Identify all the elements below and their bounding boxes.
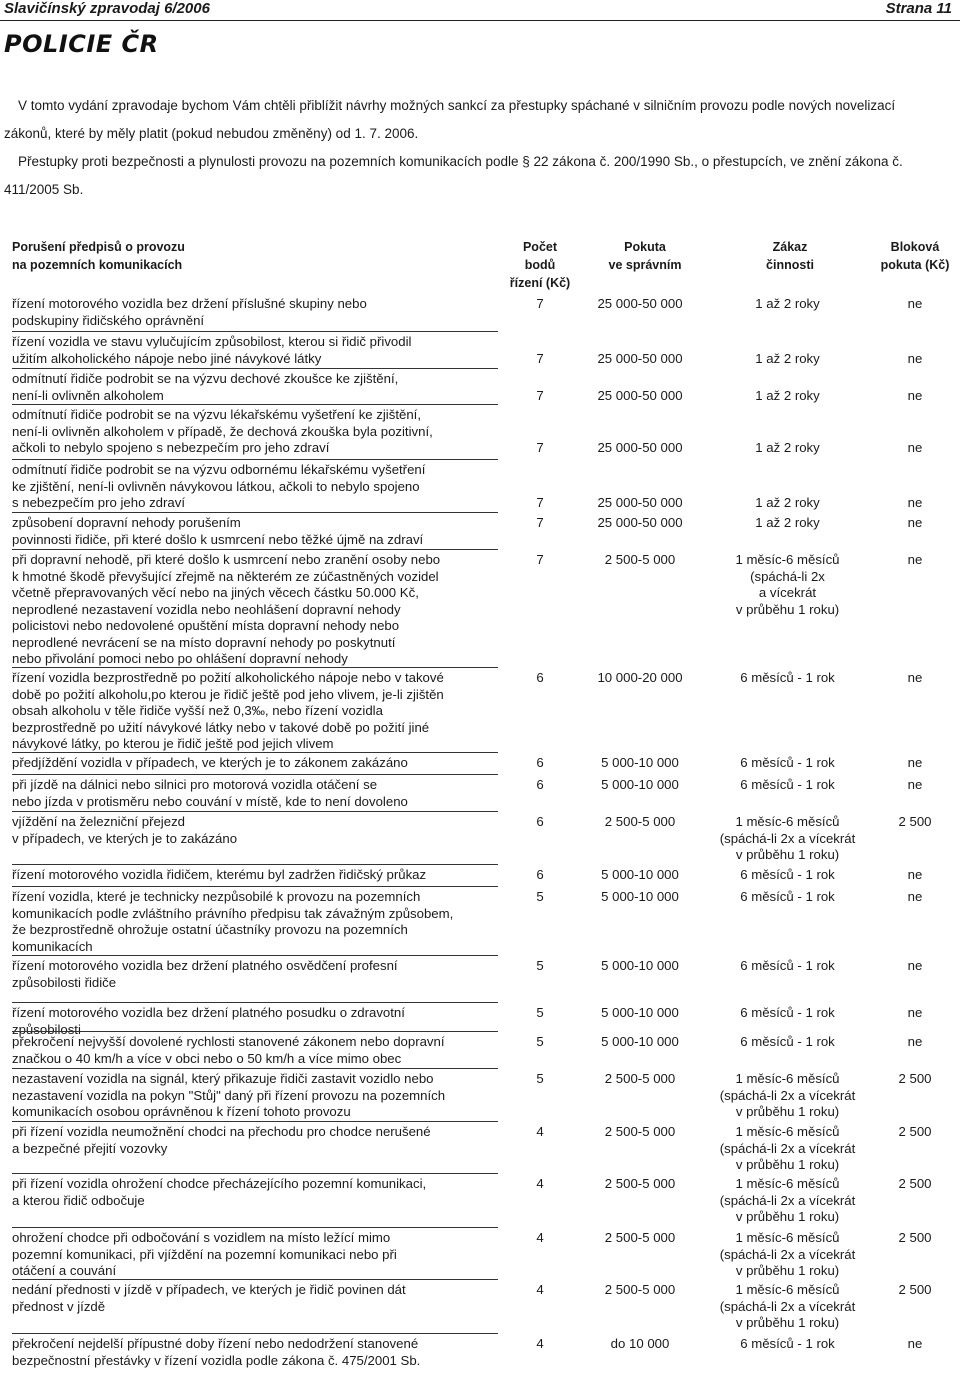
row-divider (12, 459, 498, 460)
row-block-fine: ne (907, 1034, 923, 1049)
row-description: při řízení vozidla neumožnění chodci na přechodu pro chodce nerušené a bezpečné přejití vozovky (12, 1124, 431, 1156)
row-ban: 1 měsíc-6 měsíců (spáchá-li 2x a vícekrát v průběhu 1 roku) (719, 1230, 856, 1278)
row-points: 4 (536, 1230, 544, 1245)
row-ban: 1 měsíc-6 měsíců (spáchá-li 2x a vícekrát v průběhu 1 roku) (719, 1176, 856, 1224)
row-points: 4 (536, 1336, 544, 1351)
row-points: 6 (536, 777, 544, 792)
page-header-left: Slavičínský zpravodaj 6/2006 (4, 0, 210, 17)
row-divider (12, 1279, 498, 1280)
row-points: 5 (536, 889, 544, 904)
row-points: 4 (536, 1124, 544, 1139)
row-block-fine: ne (907, 440, 923, 455)
row-divider (12, 1121, 498, 1122)
row-divider (12, 1227, 498, 1228)
row-block-fine: 2 500 (898, 1124, 932, 1139)
row-divider (12, 1068, 498, 1069)
row-divider (12, 955, 498, 956)
column-header-fine: Pokuta ve správním (608, 240, 682, 272)
row-points: 5 (536, 958, 544, 973)
row-ban: 1 až 2 roky (755, 440, 820, 455)
intro (4, 94, 956, 202)
row-description: při dopravní nehodě, při které došlo k usmrcení nebo zranění osoby nebo k hmotné škodě převyšující zřejmě na některém ze zúčastněných vozidel včetně přepravovaných věcí nebo na jiných věcech částku 50.000 Kč, neprodlené nezastavení vozidla nebo neohlášení dopravní nehody policistovi nebo nedovolené opuštění místa dopravní nehody nebo neprodlené nevrácení se na místo dopravní nehody po poskytnutí nebo přivolání pomoci nebo po ohlášení dopravní nehody (12, 552, 441, 666)
row-ban: 1 až 2 roky (755, 515, 820, 530)
column-header-block-fine: Bloková pokuta (Kč) (880, 240, 950, 272)
row-ban: 1 až 2 roky (755, 387, 820, 403)
row-fine: 5 000-10 000 (601, 755, 679, 770)
row-ban: 6 měsíců - 1 rok (740, 1034, 835, 1049)
row-points: 7 (536, 515, 544, 530)
row-fine: 25 000-50 000 (597, 495, 683, 510)
row-points: 4 (536, 1176, 544, 1191)
row-description: způsobení dopravní nehody porušením povinnosti řidiče, při které došlo k usmrcení nebo těžké újmě na zdraví (12, 515, 424, 547)
row-divider (12, 886, 498, 887)
row-divider (12, 1002, 498, 1003)
row-block-fine: ne (907, 958, 923, 973)
row-fine: 5 000-10 000 (601, 958, 679, 973)
row-block-fine: ne (907, 1005, 923, 1020)
row-block-fine: ne (907, 296, 923, 311)
row-ban: 1 až 2 roky (755, 350, 820, 366)
row-block-fine: ne (907, 889, 923, 904)
row-divider (12, 774, 498, 775)
row-divider (12, 512, 498, 513)
row-divider (12, 667, 498, 668)
row-fine: 10 000-20 000 (597, 670, 683, 685)
row-points: 7 (536, 552, 544, 567)
row-fine: 5 000-10 000 (601, 777, 679, 792)
row-ban: 6 měsíců - 1 rok (740, 1336, 835, 1351)
row-fine: 2 500-5 000 (604, 814, 676, 829)
row-fine: 25 000-50 000 (597, 440, 683, 455)
row-ban: 1 měsíc-6 měsíců (spáchá-li 2x a vícekrát v průběhu 1 roku) (719, 814, 856, 862)
row-ban: 6 měsíců - 1 rok (740, 670, 835, 685)
row-block-fine: ne (907, 350, 923, 366)
row-description: odmítnutí řidiče podrobit se na výzvu lékařskému vyšetření ke zjištění, není-li ovlivněn alkoholem v případě, že dechová zkouška byla pozitivní, ačkoli to nebylo spojeno s nebezpečím pro jeho zdraví (12, 407, 433, 455)
row-points: 5 (536, 1034, 544, 1049)
row-block-fine: ne (907, 1336, 923, 1351)
row-block-fine: ne (907, 777, 923, 792)
row-divider (12, 404, 498, 405)
row-ban: 6 měsíců - 1 rok (740, 889, 835, 904)
row-fine: 2 500-5 000 (604, 1282, 676, 1297)
row-points: 6 (536, 755, 544, 770)
row-divider (12, 331, 498, 332)
row-block-fine: ne (907, 387, 923, 403)
column-header-points: Počet bodů řízení (Kč) (509, 240, 571, 290)
row-divider (12, 368, 498, 369)
row-description: ohrožení chodce při odbočování s vozidlem na místo ležící mimo pozemní komunikaci, při vjíždění na pozemní komunikaci nebo při otáčení a couvání (12, 1230, 397, 1278)
row-ban: 6 měsíců - 1 rok (740, 867, 835, 882)
row-ban: 1 měsíc-6 měsíců (spáchá-li 2x a vícekrát v průběhu 1 roku) (719, 1124, 856, 1172)
row-ban: 6 měsíců - 1 rok (740, 1005, 835, 1020)
row-fine: 2 500-5 000 (604, 1176, 676, 1191)
row-ban: 1 měsíc-6 měsíců (spáchá-li 2x a vícekrát v průběhu 1 roku) (719, 1282, 856, 1330)
section-title: POLICIE ČR (4, 30, 159, 58)
row-ban: 1 měsíc-6 měsíců (spáchá-li 2x a vícekrát v průběhu 1 roku) (719, 1071, 856, 1119)
column-header-description: Porušení předpisů o provozu na pozemních komunikacích (12, 240, 185, 272)
row-description: řízení motorového vozidla bez držení platného posudku o zdravotní způsobilosti (12, 1005, 405, 1037)
row-points: 5 (536, 1071, 544, 1086)
row-divider (12, 752, 498, 753)
row-block-fine: 2 500 (898, 1176, 932, 1191)
page-header-right: Strana 11 (885, 0, 952, 17)
row-ban: 6 měsíců - 1 rok (740, 958, 835, 973)
row-divider (12, 1333, 498, 1334)
row-fine: 25 000-50 000 (597, 350, 683, 366)
row-points: 6 (536, 670, 544, 685)
row-fine: 2 500-5 000 (604, 1071, 676, 1086)
row-description: řízení vozidla, které je technicky nezpůsobilé k provozu na pozemních komunikacích podle zvláštního právního předpisu tak závažným způsobem, že bezprostředně ohrožuje ostatní účastníky provozu na pozemních komunikacích (12, 889, 454, 954)
row-fine: 5 000-10 000 (601, 1005, 679, 1020)
row-fine: 5 000-10 000 (601, 1034, 679, 1049)
row-fine: 5 000-10 000 (601, 867, 679, 882)
row-ban: 1 měsíc-6 měsíců (spáchá-li 2x a vícekrát v průběhu 1 roku) (735, 552, 840, 617)
row-divider (12, 1031, 498, 1032)
header-rule (0, 20, 960, 21)
row-description: při jízdě na dálnici nebo silnici pro motorová vozidla otáčení se nebo jízda v protisměru nebo couvání v místě, kde to není dovoleno (12, 777, 408, 809)
row-block-fine: ne (907, 495, 923, 510)
row-fine: 2 500-5 000 (604, 1230, 676, 1245)
row-fine: 25 000-50 000 (597, 515, 683, 530)
row-fine: 25 000-50 000 (597, 387, 683, 403)
row-ban: 1 až 2 roky (755, 495, 820, 510)
row-divider (12, 549, 498, 550)
row-description: řízení motorového vozidla bez držení příslušné skupiny nebo podskupiny řidičského oprávnění (12, 296, 367, 328)
row-description: předjíždění vozidla v případech, ve kterých je to zákonem zakázáno (12, 755, 408, 770)
row-block-fine: 2 500 (898, 814, 932, 829)
row-description: řízení vozidla bezprostředně po požití alkoholického nápoje nebo v takové době po požití alkoholu,po kterou je řidič ještě pod jeho vlivem, je-li zjištěn obsah alkoholu v těle řidiče vyšší než 0,3‰, nebo řízení vozidla bezprostředně po užití návykové látky nebo v takové době po požití jiné návykové látky, po kterou je řidič ještě pod jejich vlivem (12, 670, 444, 751)
row-points: 7 (536, 387, 544, 403)
row-fine: do 10 000 (610, 1336, 670, 1351)
row-description: vjíždění na železniční přejezd v případech, ve kterých je to zakázáno (12, 814, 238, 846)
row-description: překročení nejvyšší dovolené rychlosti stanovené zákonem nebo dopravní značkou o 40 km/h a více v obci nebo o 50 km/h a více mimo obec (12, 1034, 445, 1066)
row-ban: 6 měsíců - 1 rok (740, 777, 835, 792)
intro-line-3: Přestupky proti bezpečnosti a plynulosti provozu na pozemních komunikacích podle § 22 zákona č. 200/1990 Sb., o přestupcích, ve znění zákona č. (18, 154, 903, 169)
row-block-fine: ne (907, 867, 923, 882)
row-points: 7 (536, 350, 544, 366)
column-header-ban: Zákaz činnosti (766, 240, 814, 272)
row-ban: 6 měsíců - 1 rok (740, 755, 835, 770)
row-points: 7 (536, 440, 544, 455)
row-description: řízení motorového vozidla bez držení platného osvědčení profesní způsobilosti řidiče (12, 958, 398, 990)
row-fine: 25 000-50 000 (597, 296, 683, 311)
row-fine: 2 500-5 000 (604, 552, 676, 567)
row-block-fine: ne (907, 552, 923, 567)
row-block-fine: ne (907, 755, 923, 770)
row-block-fine: 2 500 (898, 1230, 932, 1245)
row-points: 6 (536, 814, 544, 829)
row-description: řízení motorového vozidla řidičem, kterému byl zadržen řidičský průkaz (12, 867, 427, 882)
row-ban: 1 až 2 roky (755, 296, 820, 311)
row-points: 6 (536, 867, 544, 882)
row-description: překročení nejdelší přípustné doby řízení nebo nedodržení stanovené bezpečnostní přestávky v řízení vozidla podle zákona č. 475/2001 Sb. (12, 1336, 421, 1368)
intro-line-2: zákonů, které by měly platit (pokud nebudou změněny) od 1. 7. 2006. (4, 126, 419, 141)
row-block-fine: 2 500 (898, 1071, 932, 1086)
row-fine: 5 000-10 000 (601, 889, 679, 904)
intro-line-4: 411/2005 Sb. (4, 182, 84, 197)
row-block-fine: ne (907, 515, 923, 530)
row-block-fine: 2 500 (898, 1282, 932, 1297)
row-description: nezastavení vozidla na signál, který přikazuje řidiči zastavit vozidlo nebo nezastavení vozidla na pokyn "Stůj" daný při řízení provozu na pozemních komunikacích osobou oprávněnou k řízení tohoto provozu (12, 1071, 446, 1119)
row-description: odmítnutí řidiče podrobit se na výzvu dechové zkoušce ke zjištění, není-li ovlivněn alkoholem (12, 371, 399, 403)
row-points: 7 (536, 495, 544, 510)
row-points: 4 (536, 1282, 544, 1297)
row-points: 7 (536, 296, 544, 311)
row-description: odmítnutí řidiče podrobit se na výzvu odbornému lékařskému vyšetření ke zjištění, není-li ovlivněn návykovou látkou, ačkoli to nebylo spojeno s nebezpečím pro jeho zdraví (12, 462, 426, 510)
row-fine: 2 500-5 000 (604, 1124, 676, 1139)
row-divider (12, 864, 498, 865)
row-description: řízení vozidla ve stavu vylučujícím způsobilost, kterou si řidič přivodil užitím alkoholického nápoje nebo jiné návykové látky (12, 334, 412, 366)
row-divider (12, 811, 498, 812)
row-description: při řízení vozidla ohrožení chodce přecházejícího pozemní komunikaci, a kterou řidič odbočuje (12, 1176, 427, 1208)
row-divider (12, 1173, 498, 1174)
intro-line-1: V tomto vydání zpravodaje bychom Vám chtěli přiblížit návrhy možných sankcí za přestupky spáchané v silničním provozu podle nových novelizací (18, 98, 896, 113)
row-points: 5 (536, 1005, 544, 1020)
row-block-fine: ne (907, 670, 923, 685)
row-description: nedání přednosti v jízdě v případech, ve kterých je řidič povinen dát přednost v jízdě (12, 1282, 406, 1314)
